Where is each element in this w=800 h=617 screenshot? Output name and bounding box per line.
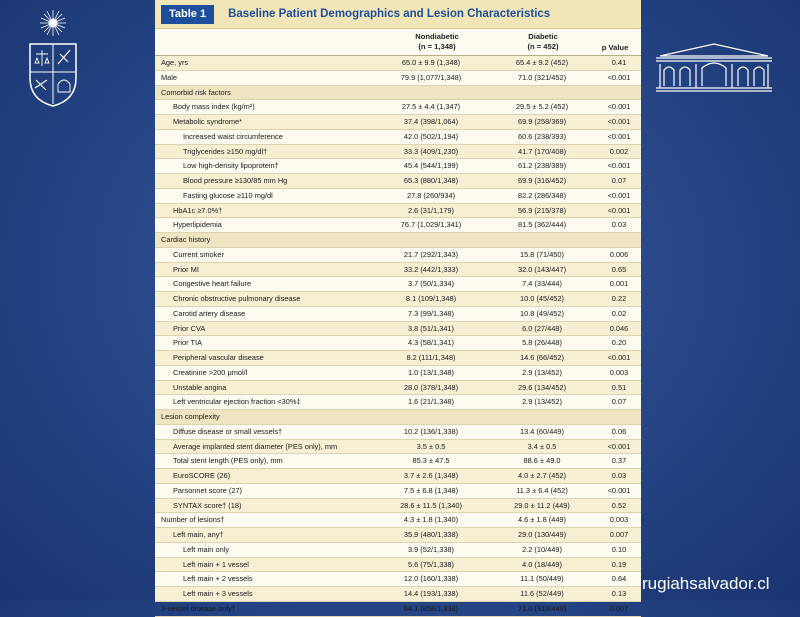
table-row [155,248,641,263]
table-row [155,351,641,366]
p-value: 0.64 [611,574,627,584]
table-row [155,218,641,233]
p-value: 0.13 [611,589,627,598]
p-value: 0.06 [611,426,627,436]
table-row [155,587,641,602]
diabetic-value: 56.9 (215/378) [517,205,567,215]
p-value: 0.07 [611,176,627,185]
row-label: Blood pressure ≥130/85 mm Hg [183,176,288,185]
row-label: Chronic obstructive pulmonary disease [173,294,301,303]
diabetic-value: 15.8 (71/450) [520,249,564,259]
p-value: 0.52 [611,500,627,510]
nondiabetic-value: 14.4 (193/1,338) [403,589,459,598]
p-value: 0.003 [609,367,629,377]
column-header-nondiabetic [387,32,487,52]
diabetic-value: 65.4 ± 9.2 (452) [515,58,569,67]
table-row [155,322,641,337]
diabetic-value: 14.6 (66/452) [520,353,564,362]
table-row [155,395,641,410]
row-label: Triglycerides ≥150 mg/dl† [183,146,268,156]
diabetic-value: 6.0 (27/448) [522,323,562,333]
nondiabetic-value: 4.3 ± 1.8 (1,340) [403,515,459,525]
university-crest-logo [22,8,84,108]
row-label: Prior TIA [173,338,203,348]
column-header-p-value: p Value [601,43,629,52]
diabetic-value: 4.6 ± 1.8 (449) [517,515,567,525]
table-body [155,56,641,617]
row-label: Left main + 3 vessels [183,589,253,598]
column-header-diabetic [493,32,593,52]
diabetic-value: 29.5 ± 5.2 (452) [515,102,569,112]
diabetic-value: 60.6 (238/393) [517,131,567,141]
diabetic-value: 11.3 ± 6.4 (452) [516,485,568,495]
row-label: Left main, any† [173,530,224,539]
row-label: Low high-density lipoprotein† [183,161,279,171]
p-value: 0.03 [611,220,627,230]
diabetic-value: 3.4 ± 0.5 [527,441,557,451]
nondiabetic-value: 3.5 ± 0.5 [416,441,446,451]
row-label: Metabolic syndrome* [173,117,243,126]
nondiabetic-value: 33.2 (442/1,333) [403,264,459,274]
table-row [155,71,641,86]
table-row [155,543,641,558]
nondiabetic-value: 37.4 (398/1,064) [403,117,459,126]
row-label: Left main + 1 vessel [183,559,249,569]
p-value: <0.001 [607,161,631,171]
row-label: Number of lesions† [161,515,225,525]
nondiabetic-value: 21.7 (292/1,343) [403,249,459,259]
nondiabetic-value: 8.2 (111/1,348) [406,353,456,362]
diabetic-value: 69.9 (258/369) [517,117,567,126]
table-row [155,558,641,573]
footer-website-url: rugiahsalvador.cl [642,574,770,593]
row-label: Cardiac history [161,235,211,244]
p-value: <0.001 [607,72,631,82]
nondiabetic-value: 27.8 (260/934) [406,190,456,200]
row-label: Left ventricular ejection fraction <30%‡ [173,397,301,407]
nondiabetic-value: 65.0 ± 9.9 (1,348) [401,58,461,67]
row-label: Body mass index (kg/m²) [173,102,255,112]
table-row [155,145,641,160]
nondiabetic-value: 5.6 (75/1,338) [407,559,455,569]
p-value: 0.02 [611,308,627,318]
nondiabetic-value: 1.0 (13/1,348) [407,367,455,377]
table-header-bar [155,0,641,29]
diabetic-value: 81.5 (362/444) [517,220,567,230]
row-label: Age, yrs [161,58,189,67]
p-value: 0.003 [609,515,629,525]
row-label: 3-vessel disease only† [161,603,236,613]
diabetic-value: 29.0 ± 11.2 (449) [514,500,570,510]
p-value: 0.007 [609,530,629,539]
section-header-row [155,410,641,425]
table-row [155,307,641,322]
nondiabetic-value: 85.3 ± 47.5 [412,456,450,466]
diabetic-value: 71.0 (321/452) [517,72,567,82]
diabetic-value: 61.2 (238/389) [517,161,567,171]
row-label: Prior MI [173,264,199,274]
row-label: Diffuse disease or small vessels† [173,426,283,436]
p-value: 0.51 [611,382,627,392]
column-header-diabetic-label: Diabetic [528,32,558,41]
diabetic-value: 2.9 (13/452) [522,397,562,407]
diabetic-value: 10.0 (45/452) [520,294,564,303]
nondiabetic-value: 7.5 ± 6.8 (1,348) [403,485,459,495]
p-value: <0.001 [607,441,631,451]
diabetic-value: 41.7 (170/408) [517,146,567,156]
section-header-row [155,233,641,248]
row-label: Fasting glucose ≥110 mg/dl [183,190,273,200]
p-value: 0.046 [609,323,629,333]
column-headers [155,29,641,56]
table-row [155,513,641,528]
row-label: SYNTAX score† (18) [173,500,242,510]
nondiabetic-value: 10.2 (136/1,338) [403,426,459,436]
table-title: Baseline Patient Demographics and Lesion Characteristics [228,8,551,20]
row-label: Hyperlipidemia [173,220,222,230]
p-value: <0.001 [607,190,631,200]
nondiabetic-value: 28.0 (378/1,348) [403,382,459,392]
table-row [155,454,641,469]
p-value: 0.002 [609,146,629,156]
row-label: Creatinine >200 μmol/l [173,367,248,377]
diabetic-value: 29.6 (134/452) [517,382,567,392]
p-value: 0.22 [611,294,627,303]
p-value: 0.19 [611,559,627,569]
table-row [155,440,641,455]
building-logo [654,42,774,92]
table-row [155,100,641,115]
row-label: Prior CVA [173,323,206,333]
table-row [155,499,641,514]
row-label: Peripheral vascular disease [173,353,264,362]
p-value: 0.37 [611,456,627,466]
p-value: 0.20 [611,338,627,348]
diabetic-value: 88.6 ± 49.0 [523,456,561,466]
nondiabetic-value: 4.3 (58/1,341) [407,338,455,348]
nondiabetic-value: 64.1 (858/1,338) [403,603,459,613]
p-value: 0.41 [611,58,627,67]
nondiabetic-value: 3.7 (50/1,334) [407,279,455,289]
nondiabetic-value: 7.3 (99/1,348) [407,308,455,318]
table-document [155,0,641,613]
p-value: 0.10 [611,544,627,554]
nondiabetic-value: 3.9 (52/1,338) [407,544,455,554]
diabetic-value: 4.0 (18/449) [522,559,562,569]
row-label: Current smoker [173,249,224,259]
table-row [155,366,641,381]
column-header-diabetic-n: (n = 452) [527,42,559,51]
table-row [155,528,641,543]
row-label: Parsonnet score (27) [173,485,243,495]
table-row [155,381,641,396]
diabetic-value: 71.0 (319/449) [517,603,567,613]
row-label: EuroSCORE (26) [173,471,231,480]
p-value: <0.001 [607,353,631,362]
table-row [155,56,641,71]
table-row [155,602,641,617]
p-value: 0.03 [611,471,627,480]
p-value: 0.006 [609,249,629,259]
nondiabetic-value: 8.1 (109/1,348) [405,294,457,303]
diabetic-value: 69.9 (316/452) [517,176,567,185]
nondiabetic-value: 3.8 (51/1,341) [407,323,455,333]
row-label: Congestive heart failure [173,279,252,289]
nondiabetic-value: 76.7 (1,029/1,341) [400,220,462,230]
row-label: Carotid artery disease [173,308,246,318]
p-value: 0.007 [609,603,629,613]
diabetic-value: 10.8 (49/452) [520,308,564,318]
table-row [155,263,641,278]
table-row [155,425,641,440]
p-value: 0.07 [611,397,627,407]
table-row [155,336,641,351]
diabetic-value: 82.2 (286/348) [517,190,567,200]
p-value: <0.001 [607,485,631,495]
diabetic-value: 7.4 (33/444) [522,279,562,289]
table-row [155,484,641,499]
row-label: Lesion complexity [161,412,220,421]
row-label: Comorbid risk factors [161,87,231,97]
diabetic-value: 11.6 (52/449) [520,589,564,598]
p-value: 0.001 [609,279,629,289]
table-row [155,174,641,189]
table-row [155,277,641,292]
diabetic-value: 32.0 (143/447) [517,264,567,274]
nondiabetic-value: 65.3 (880/1,348) [403,176,459,185]
diabetic-value: 5.8 (26/448) [522,338,562,348]
table-row [155,159,641,174]
nondiabetic-value: 33.3 (409/1,230) [403,146,459,156]
row-label: Unstable angina [173,382,227,392]
row-label: Male [161,72,178,82]
p-value: 0.65 [611,264,627,274]
nondiabetic-value: 79.9 (1,077/1,348) [400,72,462,82]
column-header-nondiabetic-label: Nondiabetic [415,32,459,41]
table-row [155,189,641,204]
table-row [155,469,641,484]
p-value: <0.001 [607,102,631,112]
nondiabetic-value: 1.6 (21/1,348) [407,397,455,407]
nondiabetic-value: 12.0 (160/1,338) [403,574,459,584]
diabetic-value: 4.0 ± 2.7 (452) [517,471,567,480]
diabetic-value: 29.0 (130/449) [517,530,567,539]
nondiabetic-value: 45.4 (544/1,199) [403,161,459,171]
table-row [155,115,641,130]
row-label: HbA1c ≥7.0%† [173,205,223,215]
nondiabetic-value: 35.9 (480/1,338) [403,530,459,539]
table-number-tag: Table 1 [161,5,214,24]
row-label: Increased waist circumference [183,131,283,141]
diabetic-value: 13.4 (60/449) [520,426,564,436]
p-value: <0.001 [607,205,631,215]
diabetic-value: 2.2 (10/449) [522,544,562,554]
nondiabetic-value: 2.6 (31/1,179) [407,205,455,215]
row-label: Total stent length (PES only), mm [173,456,283,466]
row-label: Left main + 2 vessels [183,574,253,584]
row-label: Left main only [183,544,230,554]
nondiabetic-value: 3.7 ± 2.6 (1,348) [403,471,459,480]
p-value: <0.001 [607,117,631,126]
table-row [155,292,641,307]
nondiabetic-value: 42.0 (502/1,194) [403,131,459,141]
nondiabetic-value: 28.6 ± 11.5 (1,340) [400,500,462,510]
section-header-row [155,86,641,101]
table-row [155,572,641,587]
nondiabetic-value: 27.5 ± 4.4 (1,347) [401,102,461,112]
row-label: Average implanted stent diameter (PES only), mm [173,441,338,451]
table-row [155,130,641,145]
p-value: <0.001 [607,131,631,141]
table-row [155,204,641,219]
diabetic-value: 11.1 (50/449) [520,574,564,584]
diabetic-value: 2.9 (13/452) [522,367,562,377]
column-header-nondiabetic-n: (n = 1,348) [418,42,456,51]
